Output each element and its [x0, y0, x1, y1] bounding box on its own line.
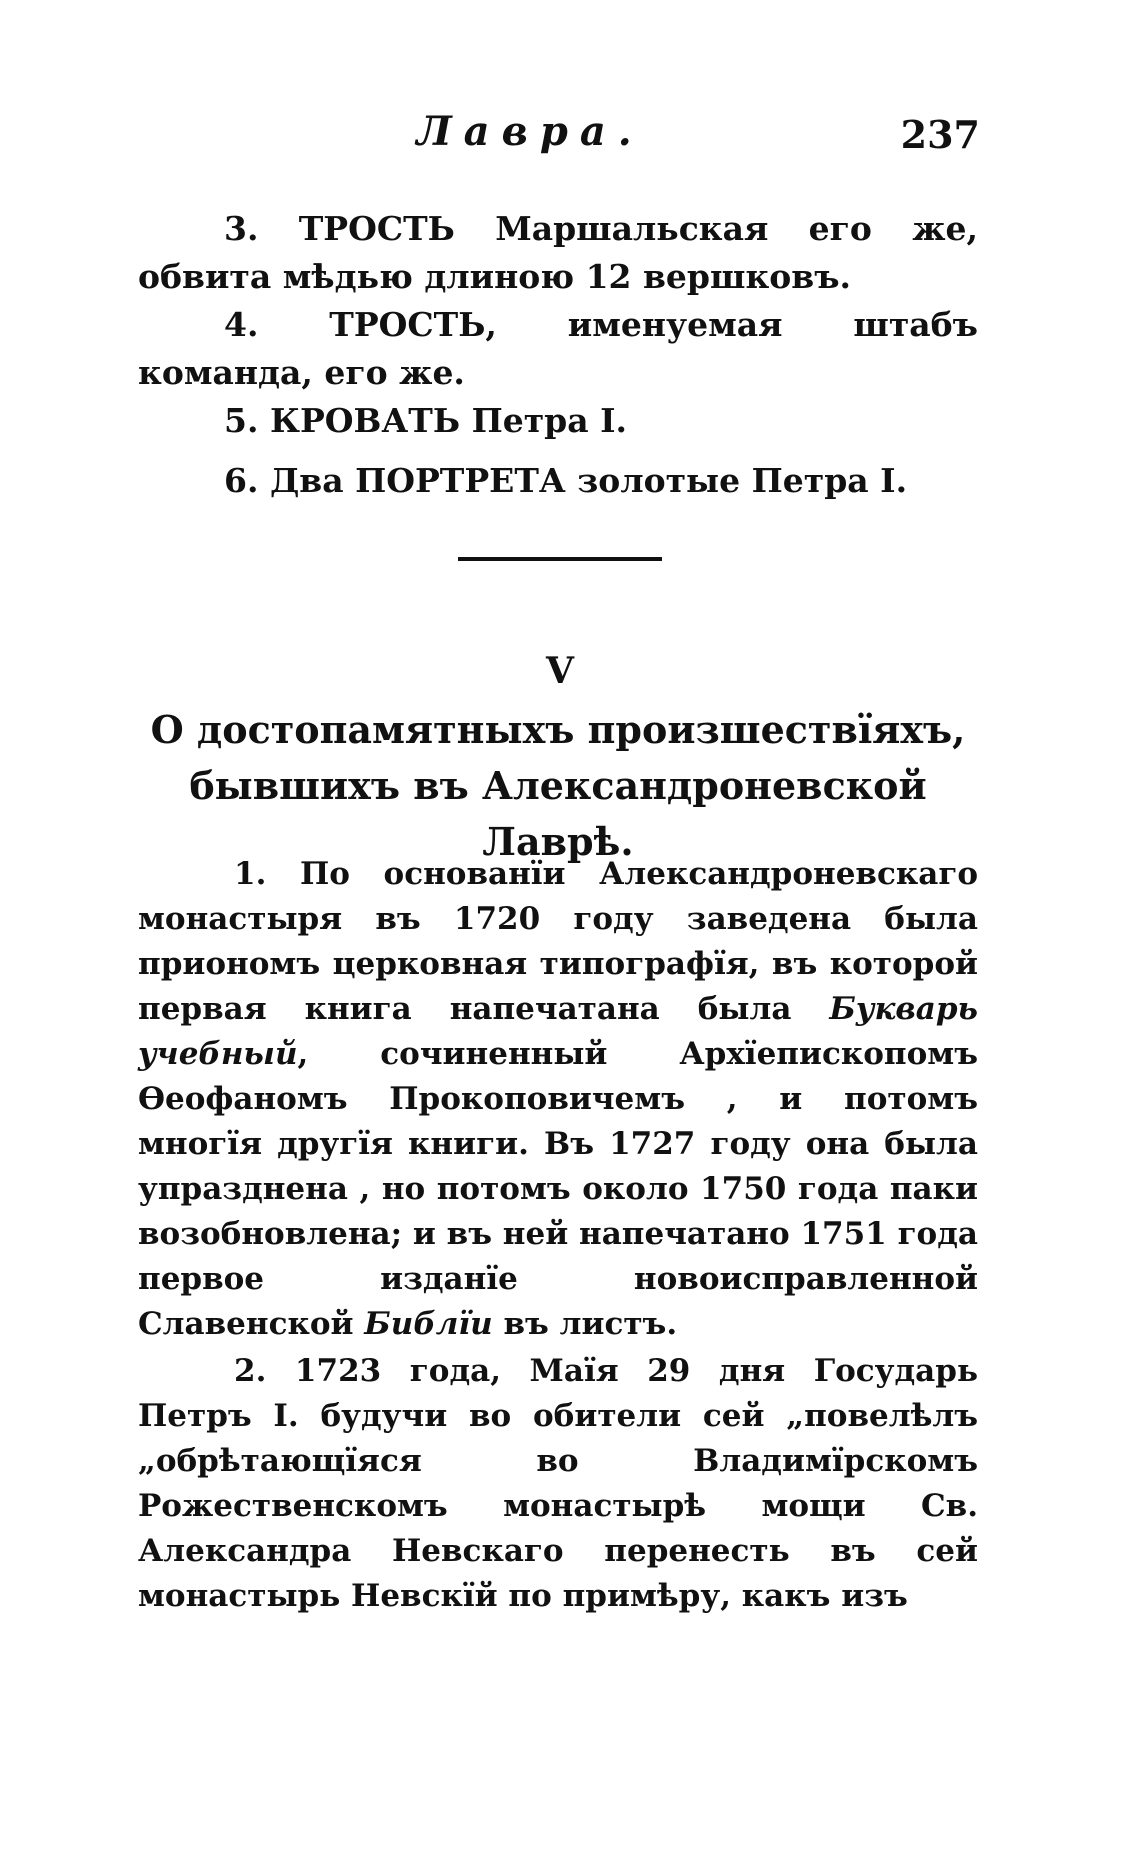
list-item-5: 5. КРОВАТЬ Петра I. [224, 401, 628, 440]
page-number: 237 [900, 112, 980, 157]
list-item-4: 4. ТРОСТЬ, именуемая штабъ команда, его же. [138, 305, 978, 392]
section-heading [138, 702, 978, 870]
paragraph-1-emphasis-bukvar: Букварь учебный [138, 991, 978, 1072]
section-heading-line-1: О достопамятныхъ произшествїяхъ, [150, 707, 966, 752]
paragraph-2: 2. 1723 года, Маїя 29 дня Государь Петръ I. будучи во обители сей „повелѣлъ „обрѣтающїяся во Владимїрскомъ Рожественскомъ монастырѣ мощи Св. Александра Невскаго перенесть въ сей монастырь Невскїй по примѣру, какъ изъ [138, 1353, 978, 1614]
paragraph-1-emphasis-bible: Библїи [364, 1306, 493, 1342]
inventory-list [138, 205, 978, 505]
section-body [138, 852, 978, 1621]
paragraph-1-text-a: 1. По основанїи Александроневскаго монастыря въ 1720 году заведена была приономъ церковная типографїя, въ которой первая книга напечатана была [138, 856, 978, 1027]
section-heading-line-2: бывшихъ въ Александроневской Лаврѣ. [189, 763, 927, 864]
list-item-6: 6. Два ПОРТРЕТА золотые Петра I. [224, 461, 908, 500]
list-item-3: 3. ТРОСТЬ Маршальская его же, обвита мѣдью длиною 12 вершковъ. [138, 209, 978, 296]
paragraph-1-text-b: , сочиненный Архїепископомъ Ѳеофаномъ Прокоповичемъ , и потомъ многїя другїя книги. Въ 1727 году она была упразднена , но потомъ около 1750 года паки возобновлена; и въ ней напечатано 1751 года первое изданїе новоисправленной Славенской [138, 1036, 978, 1342]
section-divider [458, 557, 662, 561]
paragraph-1-text-c: въ листъ. [492, 1306, 678, 1342]
section-number: V [546, 650, 574, 692]
paragraph-1 [138, 852, 978, 1347]
running-head-title: Лавра. [416, 108, 644, 155]
